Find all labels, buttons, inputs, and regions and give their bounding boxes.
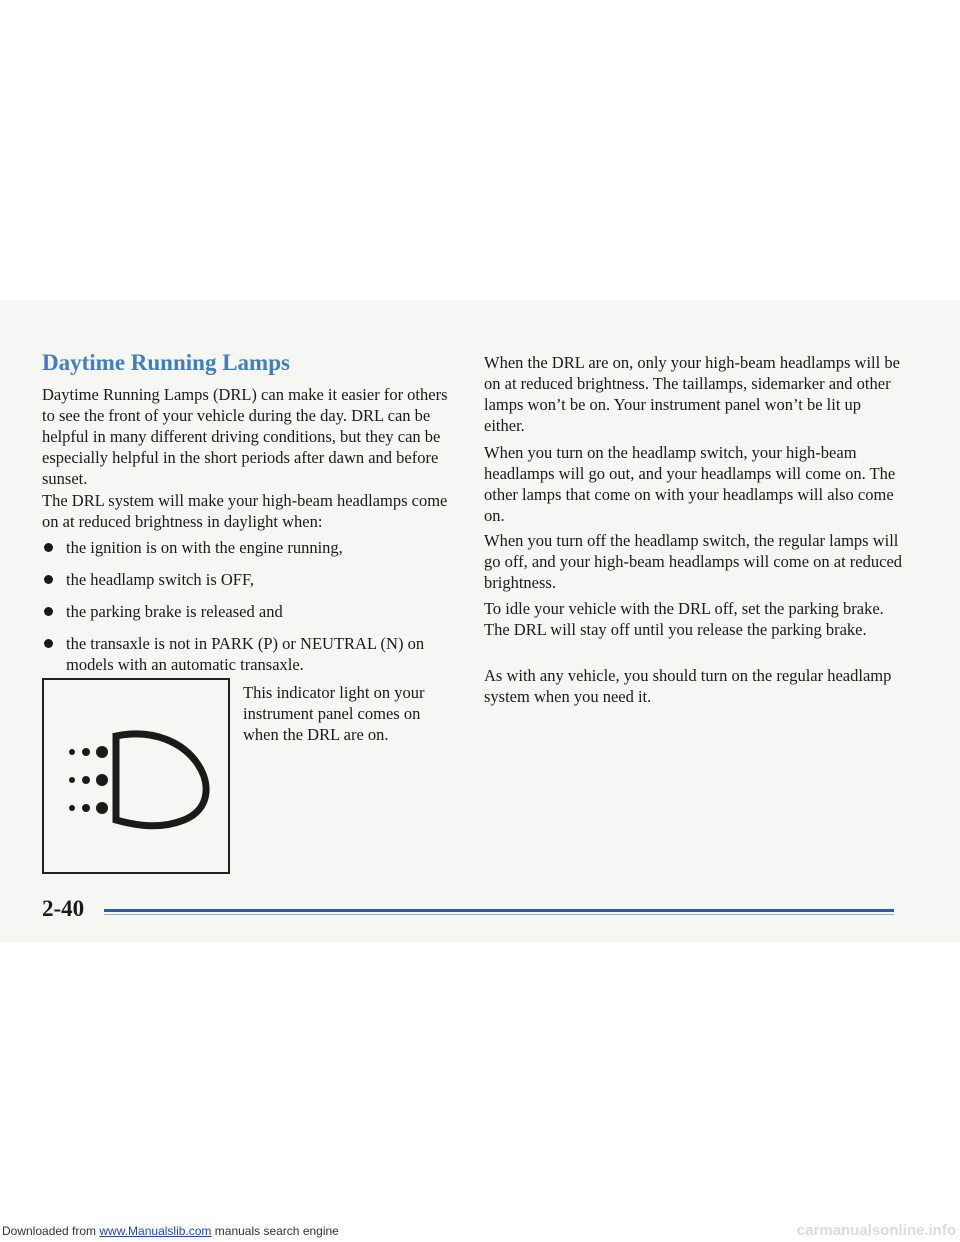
right-paragraph-1: When the DRL are on, only your high-beam headlamps will be on at reduced brightness. The taillamps, sidemarker and other lamps won’t be on. Your instrument panel won’t be lit up either. bbox=[484, 353, 900, 435]
page-number: 2-40 bbox=[42, 896, 85, 921]
indicator-caption: This indicator light on your instrument panel comes on when the DRL are on. bbox=[243, 683, 425, 744]
download-prefix: Downloaded from bbox=[2, 1224, 100, 1238]
manualslib-link[interactable]: www.Manualslib.com bbox=[99, 1224, 212, 1238]
intro-paragraph: Daytime Running Lamps (DRL) can make it easier for others to see the front of your vehicle during the day. DRL can be helpful in many different driving conditions, but they can be especially helpful in the short periods after dawn and before sunset. bbox=[42, 385, 448, 488]
bullet-icon bbox=[44, 607, 53, 616]
list-item-text: the ignition is on with the engine running, bbox=[66, 538, 343, 557]
footer-divider-thin bbox=[104, 914, 894, 915]
list-item-text: the parking brake is released and bbox=[66, 602, 283, 621]
conditions-list bbox=[42, 537, 452, 686]
right-paragraph-2: When you turn on the headlamp switch, your high-beam headlamps will go out, and your headlamps will come on. The other lamps that come on with your headlamps will also come on. bbox=[484, 443, 896, 525]
right-paragraph-4: To idle your vehicle with the DRL off, set the parking brake. The DRL will stay off until you release the parking brake. bbox=[484, 599, 884, 639]
list-item bbox=[42, 569, 452, 590]
drl-lamp-icon bbox=[44, 680, 228, 872]
list-item bbox=[42, 601, 452, 622]
conditions-lead-paragraph: The DRL system will make your high-beam headlamps come on at reduced brightness in daylight when: bbox=[42, 491, 448, 531]
list-item-text: the headlamp switch is OFF, bbox=[66, 570, 254, 589]
list-item bbox=[42, 633, 452, 675]
list-item bbox=[42, 537, 452, 558]
right-paragraph-3: When you turn off the headlamp switch, the regular lamps will go off, and your high-beam headlamps will come on at reduced brightness. bbox=[484, 531, 903, 592]
watermark: carmanualsonline.info bbox=[796, 1222, 956, 1239]
bullet-icon bbox=[44, 575, 53, 584]
download-suffix: manuals search engine bbox=[211, 1224, 339, 1238]
section-title: Daytime Running Lamps bbox=[42, 350, 290, 375]
footer-divider bbox=[104, 909, 894, 912]
bullet-icon bbox=[44, 639, 53, 648]
download-source bbox=[2, 1224, 339, 1238]
indicator-figure bbox=[42, 678, 230, 874]
right-paragraph-5: As with any vehicle, you should turn on the regular headlamp system when you need it. bbox=[484, 666, 892, 706]
bullet-icon bbox=[44, 543, 53, 552]
list-item-text: the transaxle is not in PARK (P) or NEUTRAL (N) on models with an automatic transaxle. bbox=[66, 634, 425, 674]
